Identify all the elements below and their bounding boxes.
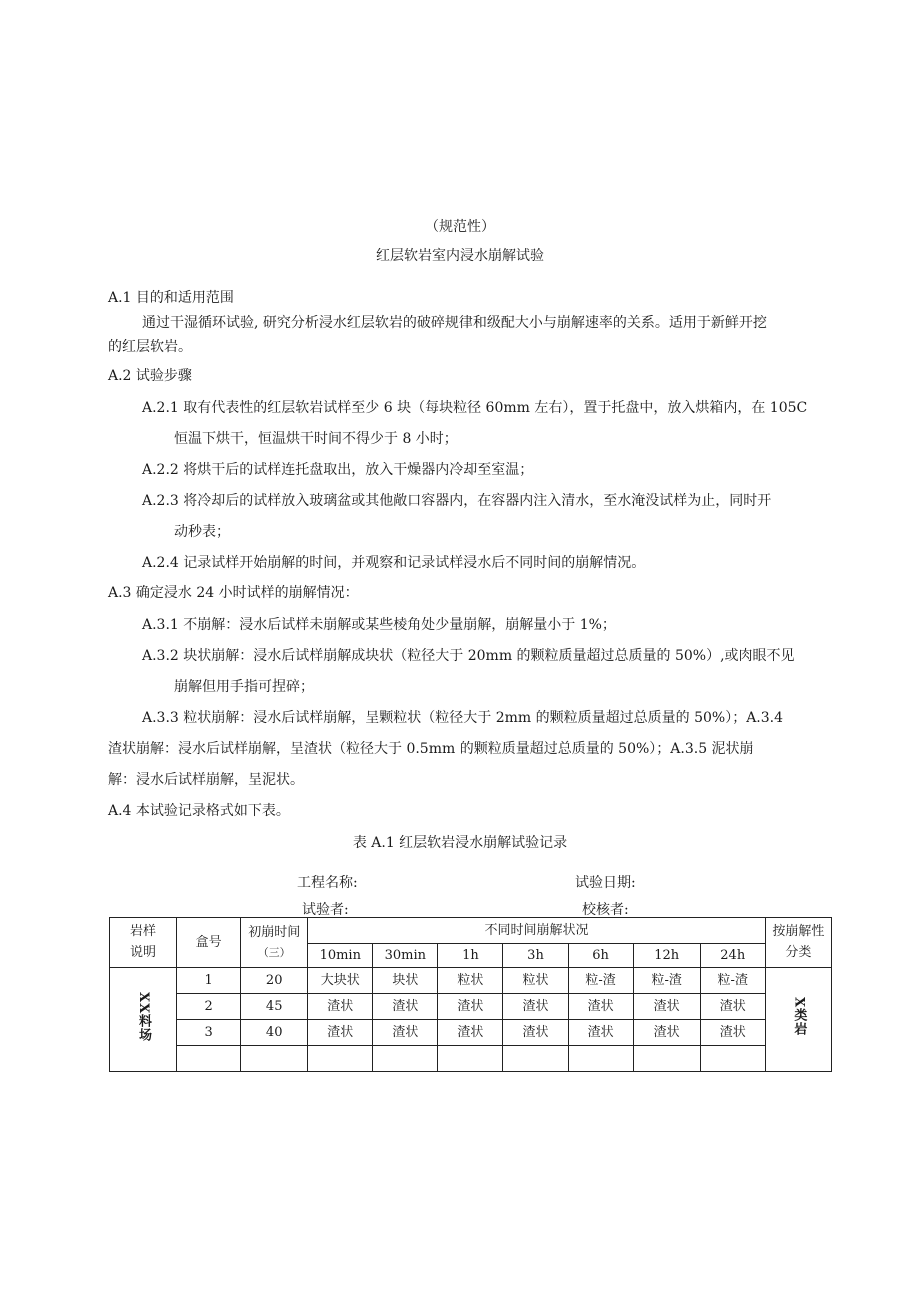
header-sample-description [110,918,177,968]
header-classification-line1: 按崩解性 [772,924,825,939]
step-a21-line2: 恒温下烘干，恒温烘干时间不得少于 8 小时； [174,431,458,447]
state-cell: 渣状 [568,994,633,1020]
state-cell: 粒-渣 [700,968,765,994]
initial-time-cell: 45 [241,994,308,1020]
header-sample-line2: 说明 [130,945,157,960]
time-header: 30min [373,944,438,968]
header-states-over-time: 不同时间崩解状况 [308,918,766,944]
state-cell: 渣状 [308,1020,373,1046]
state-cell: 渣状 [700,994,765,1020]
table-row [110,1046,832,1072]
step-a24: A.2.4 记录试样开始崩解的时间，并观察和记录试样浸水后不同时间的崩解情况。 [142,555,646,571]
header-classification-line2: 分类 [785,945,812,960]
state-cell: 渣状 [700,1020,765,1046]
state-cell: 渣状 [568,1020,633,1046]
time-header: 6h [568,944,633,968]
classification-text: X类岩 [791,997,807,1037]
table-header-row [110,918,832,944]
table-row [110,1020,832,1046]
time-header: 1h [438,944,503,968]
initial-time-cell: 20 [241,968,308,994]
section-a3-heading: A.3 确定浸水 24 小时试样的崩解情况： [108,585,359,601]
section-a1-text-line1: 通过干湿循环试验, 研究分析浸水红层软岩的破碎规律和级配大小与崩解速率的关系。适用于新鲜开挖 [142,315,767,331]
annex-title: 红层软岩室内浸水崩解试验 [376,248,544,264]
state-cell [568,1046,633,1072]
item-a33-line2: 渣状崩解：浸水后试样崩解，呈渣状（粒径大于 0.5mm 的颗粒质量超过总质量的 50%）；A.3.5 泥状崩 [108,741,754,757]
tester-label: 试验者: [302,902,349,918]
box-cell: 3 [177,1020,241,1046]
section-a1-text-line2: 的红层软岩。 [108,339,192,355]
header-initial-time [241,918,308,968]
item-a33-line1: A.3.3 粒状崩解：浸水后试样崩解，呈颗粒状（粒径大于 2mm 的颗粒质量超过总质量的 50%）；A.3.4 [142,710,784,726]
step-a23-line2: 动秒表； [174,524,230,540]
state-cell: 渣状 [503,994,568,1020]
state-cell [373,1046,438,1072]
state-cell: 渣状 [373,1020,438,1046]
state-cell: 粒-渣 [633,968,700,994]
state-cell: 粒-渣 [568,968,633,994]
section-a4: A.4 本试验记录格式如下表。 [108,803,290,819]
state-cell: 渣状 [633,1020,700,1046]
state-cell: 渣状 [308,994,373,1020]
disintegration-record-table [109,917,832,1072]
sample-description-text: XX料场 [136,991,152,1043]
time-header: 3h [503,944,568,968]
header-initial-time-line1: 初崩时间 [248,924,301,940]
state-cell [503,1046,568,1072]
header-sample-line1: 岩样 [130,924,157,939]
header-classification [765,918,831,968]
initial-time-cell [241,1046,308,1072]
box-cell: 2 [177,994,241,1020]
item-a32-line1: A.3.2 块状崩解：浸水后试样崩解成块状（粒径大于 20mm 的颗粒质量超过总质量的 50%）,或肉眼不见 [142,648,795,664]
header-box-number: 盒号 [177,918,241,968]
item-a32-line2: 崩解但用手指可捏碎； [174,679,314,695]
time-header: 24h [700,944,765,968]
section-a2-heading: A.2 试验步骤 [108,368,192,384]
state-cell: 渣状 [503,1020,568,1046]
header-initial-time-unit: （三） [257,945,291,959]
initial-time-cell: 40 [241,1020,308,1046]
sample-description-cell [110,968,177,1072]
step-a22: A.2.2 将烘干后的试样连托盘取出，放入干燥器内冷却至室温； [142,462,534,478]
state-cell: 大块状 [308,968,373,994]
table-caption: 表 A.1 红层软岩浸水崩解试验记录 [352,835,568,851]
state-cell: 渣状 [633,994,700,1020]
item-a31: A.3.1 不崩解：浸水后试样未崩解或某些棱角处少量崩解，崩解量小于 1%； [142,617,616,633]
test-date-label: 试验日期: [575,875,636,891]
annex-nature: （规范性） [425,219,495,235]
step-a23-line1: A.2.3 将冷却后的试样放入玻璃盆或其他敞口容器内，在容器内注入清水，至水淹没试样为止，同时开 [142,493,772,509]
checker-label: 校核者: [582,902,629,918]
table-row [110,994,832,1020]
classification-cell [765,968,831,1072]
state-cell [700,1046,765,1072]
item-a33-line3: 解：浸水后试样崩解，呈泥状。 [108,772,304,788]
state-cell: 渣状 [438,1020,503,1046]
state-cell: 块状 [373,968,438,994]
state-cell: 渣状 [373,994,438,1020]
time-header: 12h [633,944,700,968]
state-cell [308,1046,373,1072]
state-cell: 粒状 [438,968,503,994]
state-cell [633,1046,700,1072]
box-cell [177,1046,241,1072]
state-cell: 渣状 [438,994,503,1020]
table-row [110,968,832,994]
section-a1-heading: A.1 目的和适用范围 [108,290,234,306]
project-name-label: 工程名称: [297,875,358,891]
step-a21-line1: A.2.1 取有代表性的红层软岩试样至少 6 块（每块粒径 60mm 左右），置于托盘中，放入烘箱内，在 105C [142,400,808,416]
state-cell: 粒状 [503,968,568,994]
state-cell [438,1046,503,1072]
time-header: 10min [308,944,373,968]
box-cell: 1 [177,968,241,994]
